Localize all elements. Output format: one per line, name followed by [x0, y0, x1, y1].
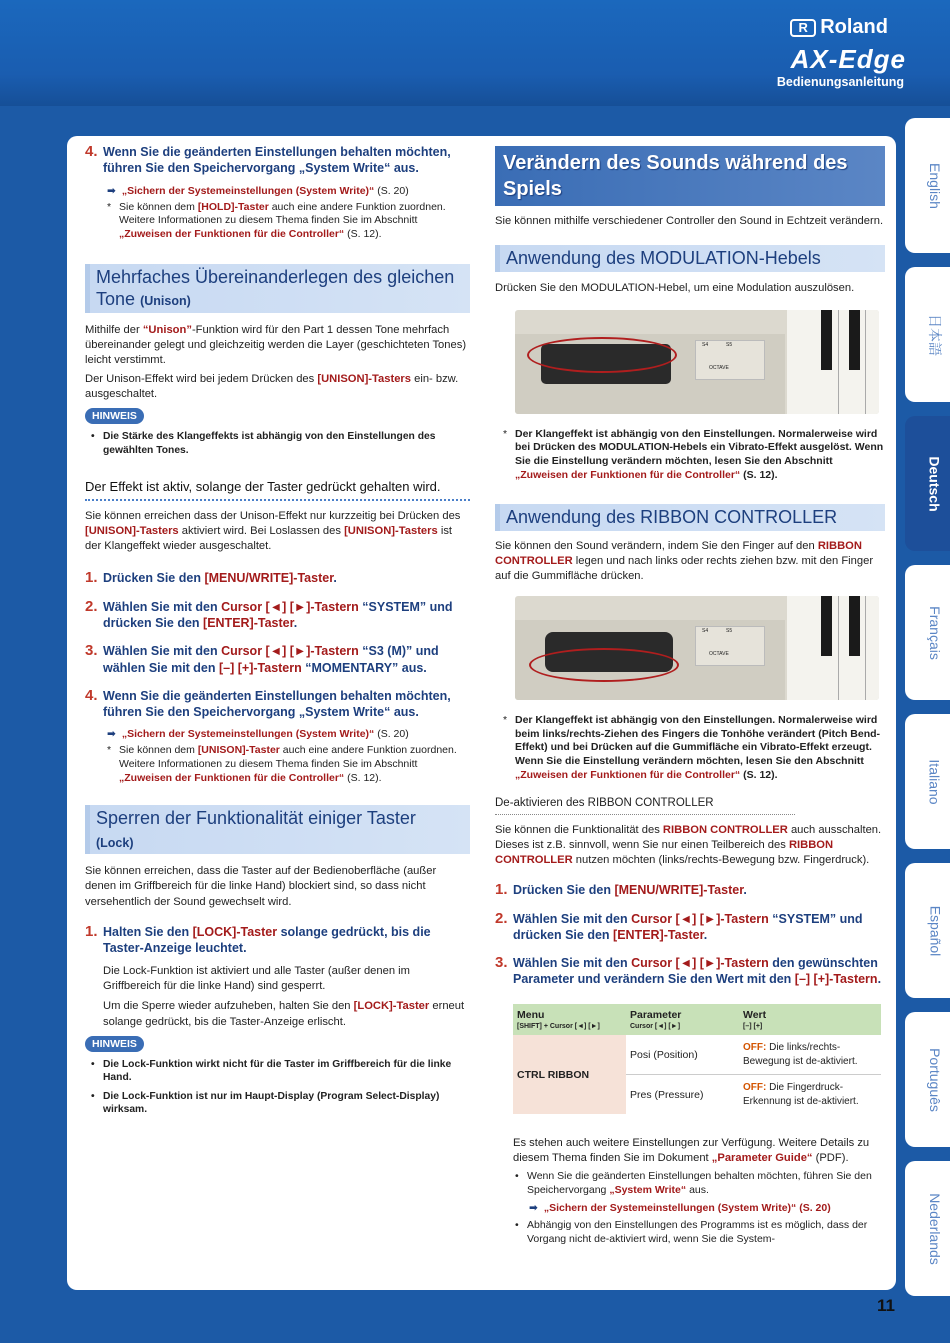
section-modulation-title: Anwendung des MODULATION-Hebels: [495, 245, 885, 272]
right-column: [495, 146, 885, 1246]
note-hold: * Sie können dem [HOLD]-Taster auch eine andere Funktion zuordnen. Weitere Informationen zu diesem Thema finden Sie im Abschnitt „Zuweisen der Funktionen für die Controller“ (S. 12).: [107, 200, 446, 240]
step-4-unison: 4. Wenn Sie die geänderten Einstellungen behalten möchten, führen Sie den Speichervorgang „System Write“ aus.: [85, 686, 451, 720]
table-cell-param-2: Pres (Pressure): [630, 1088, 704, 1101]
section-lock-title: Sperren der Funktionalität einiger Taster (Lock): [85, 805, 470, 854]
model-name: AX-Edge: [790, 44, 906, 74]
note-modulation: * Der Klangeffekt ist abhängig von den Einstellungen. Normalerweise wird bei Drücken des MODULATION-Hebels ein Vibrato-Effekt ausgelöst. Wenn Sie die Einstellung verändern möchten, lesen Sie den Abschnitt „Zuweisen der Funktionen für die Controller“ (S. 12).: [503, 427, 884, 481]
step-2-unison: 2. Wählen Sie mit den Cursor [◄] [►]-Tastern “SYSTEM” und drücken Sie den [ENTER]-Taster.: [85, 597, 453, 631]
step-1-ribbon: 1. Drücken Sie den [MENU/WRITE]-Taster.: [495, 881, 747, 899]
lock-paragraph-3: Um die Sperre wieder aufzuheben, halten Sie den [LOCK]-Taster erneut solange gedrückt, bis die Taster-Anzeige erlischt.: [103, 1000, 465, 1028]
bullet-program-settings: • Abhängig von den Einstellungen des Programms ist es möglich, dass der Vorgang nicht de-aktiviert wird, wenn Sie die System-: [515, 1218, 868, 1245]
table-header-wert: Wert [–] [+]: [743, 1008, 767, 1030]
tab-english[interactable]: English: [905, 118, 950, 253]
step-1-lock: 1. Halten Sie den [LOCK]-Taster solange gedrückt, bis die Taster-Anzeige leuchtet.: [85, 922, 431, 955]
tab-nederlands[interactable]: Nederlands: [905, 1161, 950, 1296]
ref-system-write-3[interactable]: ➡ „Sichern der Systemeinstellungen (System Write)“ (S. 20): [529, 1201, 831, 1214]
highlight-ellipse: [527, 337, 677, 373]
table-cell-value-2: OFF: Die Fingerdruck-Erkennung ist de-aktiviert.: [743, 1082, 859, 1107]
doc-title: Bedienungsanleitung: [776, 75, 904, 89]
arrow-right-icon: ➡: [107, 184, 116, 197]
ref-system-write-2[interactable]: ➡ „Sichern der Systemeinstellungen (System Write)“ (S. 20): [107, 728, 409, 741]
hinweis-badge-2: HINWEIS: [85, 1036, 144, 1052]
highlight-ellipse: [529, 648, 679, 682]
left-column: [85, 144, 470, 1116]
tab-espanol[interactable]: Español: [905, 863, 950, 998]
table-cell-value-1: OFF: Die links/rechts-Bewegung ist de-aktiviert.: [739, 1035, 881, 1075]
parameter-table: [513, 1004, 881, 1115]
unison-paragraph-1: Mithilfe der “Unison”-Funktion wird für den Part 1 dessen Tone mehrfach übereinander gelegt und gleichzeitig werden die Layer (geschichteten Tones) leicht verstimmt.: [85, 323, 467, 366]
deactivate-paragraph: Sie können die Funktionalität des RIBBON CONTROLLER auch ausschalten. Dieses ist z.B. sinnvoll, wenn Sie nur einen Teilbereich des RIBBON CONTROLLER nutzen möchten (links/rechts-Bewegung bzw. Fingerdruck).: [495, 823, 882, 867]
unison-paragraph-2: Der Unison-Effekt wird bei jedem Drücken des [UNISON]-Tasters ein- bzw. ausgeschaltet.: [85, 372, 459, 401]
label-s5: S5: [726, 341, 733, 348]
lock-paragraph-2: Die Lock-Funktion ist aktiviert und alle Taster (außer denen im Griffbereich für die linke Hand) sind gesperrt.: [103, 965, 410, 993]
label-s4: S4: [702, 628, 709, 635]
subheading-momentary: Der Effekt ist aktiv, solange der Taster gedrückt gehalten wird.: [85, 479, 470, 501]
page-number: 11: [877, 1296, 895, 1315]
bullet-system-write: • Wenn Sie die geänderten Einstellungen behalten möchten, führen Sie den Speichervorgang „System Write“ aus.: [515, 1170, 872, 1197]
modulation-lever-image: [515, 310, 879, 414]
page-content: [67, 136, 896, 1290]
section-ribbon-title: Anwendung des RIBBON CONTROLLER: [495, 504, 885, 531]
arrow-right-icon: ➡: [529, 1201, 538, 1214]
arrow-right-icon: ➡: [107, 728, 116, 741]
more-settings-paragraph: Es stehen auch weitere Einstellungen zur Verfügung. Weitere Details zu diesem Thema finden Sie im Dokument „Parameter Guide“ (PDF).: [513, 1137, 870, 1165]
brand-logo: [790, 16, 888, 39]
tab-portugues[interactable]: Português: [905, 1012, 950, 1147]
hinweis-bullet-3: • Die Lock-Funktion ist nur im Haupt-Display (Program Select-Display) wirksam.: [91, 1090, 440, 1115]
tab-deutsch[interactable]: Deutsch: [905, 416, 950, 551]
step-1-unison: 1. Drücken Sie den [MENU/WRITE]-Taster.: [85, 569, 337, 587]
step-4-top: 4. Wenn Sie die geänderten Einstellungen behalten möchten, führen Sie den Speichervorgang „System Write“ aus.: [85, 143, 451, 176]
label-s4: S4: [702, 341, 709, 348]
note-ribbon: * Der Klangeffekt ist abhängig von den Einstellungen. Normalerweise wird beim links/rechts-Ziehen des Fingers die Tonhöhe verändert (Pitch Bend-Effekt) und bei Drücken auf die Gummifläche ein Vibrato-Effekt erzeugt. Wenn Sie die Einstellung verändern möchten, lesen Sie den Abschnitt „Zuweisen der Funktionen für die Controller“ (S. 12).: [503, 714, 881, 781]
step-2-ribbon: 2. Wählen Sie mit den Cursor [◄] [►]-Tastern “SYSTEM” und drücken Sie den [ENTER]-Taster.: [495, 909, 863, 942]
step-3-ribbon: 3. Wählen Sie mit den Cursor [◄] [►]-Tastern den gewünschten Parameter und verändern Sie den Wert mit den [–] [+]-Tastern.: [495, 954, 882, 987]
tab-italiano[interactable]: Italiano: [905, 714, 950, 849]
sound-paragraph: Sie können mithilfe verschiedener Controller den Sound in Echtzeit verändern.: [495, 215, 884, 227]
label-octave: OCTAVE: [709, 364, 729, 371]
table-header-parameter: Parameter Cursor [◄] [►]: [630, 1008, 682, 1030]
hinweis-bullet-2: • Die Lock-Funktion wirkt nicht für die Taster im Griffbereich für die linke Hand.: [91, 1058, 452, 1084]
momentary-paragraph: Sie können erreichen dass der Unison-Effekt nur kurzzeitig bei Drücken des [UNISON]-Tasters aktiviert wird. Bei Loslassen des [UNISON]-Tasters ist der Klangeffekt wieder ausgeschaltet.: [85, 509, 461, 553]
table-cell-menu: CTRL RIBBON: [513, 1035, 626, 1114]
note-unison: * Sie können dem [UNISON]-Taster auch eine andere Funktion zuordnen. Weitere Informationen zu diesem Thema finden Sie im Abschnitt „Zuweisen der Funktionen für die Controller“ (S. 12).: [107, 744, 457, 784]
ref-system-write-1[interactable]: ➡ „Sichern der Systemeinstellungen (System Write)“ (S. 20): [107, 184, 409, 197]
modulation-paragraph: Drücken Sie den MODULATION-Hebel, um eine Modulation auszulösen.: [495, 281, 855, 294]
page-header: [0, 0, 950, 106]
label-s5: S5: [726, 628, 733, 635]
roland-mark-icon: R: [790, 19, 816, 37]
label-octave: OCTAVE: [709, 651, 729, 658]
ribbon-controller-image: [515, 596, 879, 700]
tab-japanese[interactable]: 日本語: [905, 267, 950, 402]
ribbon-paragraph: Sie können den Sound verändern, indem Sie den Finger auf den RIBBON CONTROLLER legen und nach links oder rechts ziehen bzw. mit den Finger auf die Gummifläche drücken.: [495, 539, 874, 582]
subheading-deactivate: De-aktivieren des RIBBON CONTROLLER: [495, 796, 795, 815]
brand-name: Roland: [820, 16, 888, 38]
hinweis-badge-1: HINWEIS: [85, 408, 144, 424]
step-3-unison: 3. Wählen Sie mit den Cursor [◄] [►]-Tastern “S3 (M)” und wählen Sie mit den [–] [+]-Tastern “MOMENTARY” aus.: [85, 642, 439, 675]
tab-francais[interactable]: Français: [905, 565, 950, 700]
hinweis-bullet-1: • Die Stärke des Klangeffekts ist abhängig von den Einstellungen des gewählten Tones.: [91, 431, 436, 456]
table-cell-param-1: Posi (Position): [626, 1035, 739, 1075]
lock-paragraph: Sie können erreichen, dass die Taster auf der Bedienoberfläche (außer denen im Griffbereich für die linke Hand) blockiert sind, so dass nicht versehentlich der Sound gewechselt wird.: [85, 865, 437, 908]
section-unison-title: Mehrfaches Übereinanderlegen des gleichen Tone (Unison): [85, 264, 470, 313]
table-header-menu: Menu [SHIFT] + Cursor [◄] [►]: [517, 1008, 600, 1030]
section-sound-title: Verändern des Sounds während des Spiels: [495, 146, 885, 206]
